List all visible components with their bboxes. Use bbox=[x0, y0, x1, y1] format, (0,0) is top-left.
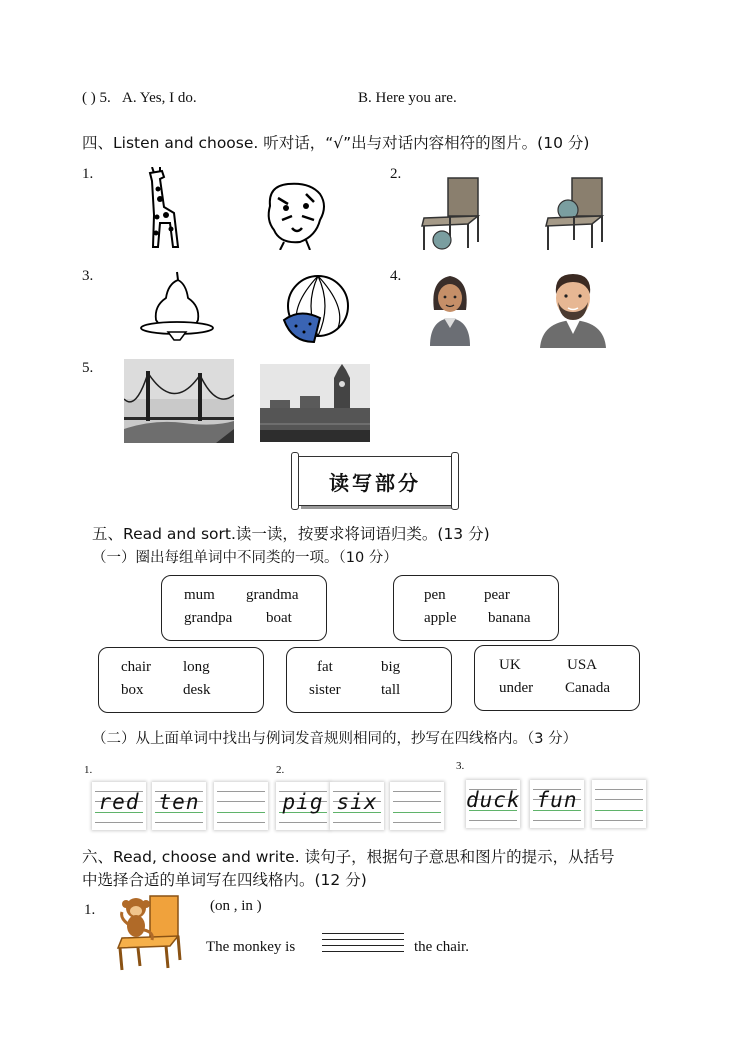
s6-q1-after: the chair. bbox=[414, 939, 469, 955]
reading-writing-banner: 读写部分 bbox=[298, 456, 452, 506]
example-word: fun bbox=[536, 788, 578, 812]
tiger-picture[interactable] bbox=[262, 176, 332, 250]
writing-cell-example bbox=[152, 782, 206, 830]
word[interactable]: grandpa bbox=[184, 610, 233, 626]
writing-cell-answer[interactable] bbox=[592, 780, 646, 828]
golden-gate-bridge-picture[interactable] bbox=[124, 359, 234, 443]
word[interactable]: under bbox=[499, 680, 534, 696]
section-6-title-line2: 中选择合适的单词写在四线格内。(12 分) bbox=[82, 871, 367, 889]
example-word: red bbox=[98, 790, 140, 814]
word[interactable]: box bbox=[121, 682, 144, 698]
woman-picture[interactable] bbox=[426, 270, 474, 346]
chair-with-ball-on-picture[interactable] bbox=[544, 176, 608, 250]
section-5-title: 五、Read and sort.读一读，按要求将词语归类。(13 分) bbox=[92, 525, 490, 543]
word-group-3 bbox=[98, 647, 264, 713]
writing-cell-example bbox=[466, 780, 520, 828]
watermelon-picture[interactable] bbox=[280, 272, 352, 344]
word[interactable]: Canada bbox=[565, 680, 610, 696]
q5-number: ( ) 5. bbox=[82, 90, 111, 106]
word[interactable]: desk bbox=[183, 682, 211, 698]
word[interactable]: big bbox=[381, 659, 401, 675]
monkey-on-chair-picture[interactable] bbox=[108, 888, 184, 972]
word[interactable]: fat bbox=[317, 659, 333, 675]
item-3-number: 3. bbox=[82, 268, 94, 284]
example-word: ten bbox=[158, 790, 200, 814]
section-4-title: 四、Listen and choose. 听对话，“√”出与对话内容相符的图片。(10 分) bbox=[82, 134, 590, 152]
question-5-row bbox=[82, 90, 457, 107]
writing-cell-example bbox=[276, 782, 330, 830]
item-2-number: 2. bbox=[390, 166, 402, 182]
word[interactable]: mum bbox=[184, 587, 215, 603]
pear-picture[interactable] bbox=[138, 270, 216, 342]
word[interactable]: pen bbox=[424, 587, 446, 603]
word-group-2 bbox=[393, 575, 559, 641]
writing-cell-example bbox=[330, 782, 384, 830]
item-5-number: 5. bbox=[82, 360, 94, 376]
giraffe-picture[interactable] bbox=[140, 167, 186, 251]
word[interactable]: banana bbox=[488, 610, 531, 626]
big-ben-picture[interactable] bbox=[260, 364, 370, 442]
word[interactable]: sister bbox=[309, 682, 341, 698]
word-group-5 bbox=[474, 645, 640, 711]
s6-q1-options: (on , in ) bbox=[210, 898, 262, 914]
word[interactable]: grandma bbox=[246, 587, 299, 603]
word[interactable]: boat bbox=[266, 610, 292, 626]
writing-cell-answer[interactable] bbox=[214, 782, 268, 830]
word[interactable]: UK bbox=[499, 657, 521, 673]
s6-q1-answer-lines[interactable] bbox=[322, 933, 404, 959]
item-4-number: 4. bbox=[390, 268, 402, 284]
writing-group-2-number: 2. bbox=[276, 764, 285, 776]
example-word: six bbox=[336, 790, 378, 814]
section-6-title-line1: 六、Read, choose and write. 读句子，根据句子意思和图片的提示，从括号 bbox=[82, 848, 615, 866]
word-group-4 bbox=[286, 647, 452, 713]
chair-with-ball-under-picture[interactable] bbox=[420, 176, 484, 250]
word[interactable]: long bbox=[183, 659, 210, 675]
example-word: pig bbox=[282, 790, 324, 814]
writing-group-1-number: 1. bbox=[84, 764, 93, 776]
example-word: duck bbox=[466, 788, 521, 812]
writing-group-3-number: 3. bbox=[456, 760, 465, 772]
section-5-part1-title: （一）圈出每组单词中不同类的一项。（10 分） bbox=[92, 550, 398, 566]
word-group-1 bbox=[161, 575, 327, 641]
word[interactable]: tall bbox=[381, 682, 401, 698]
man-picture[interactable] bbox=[538, 268, 608, 348]
s6-q1-number: 1. bbox=[84, 902, 96, 918]
s6-q1-before: The monkey is bbox=[206, 939, 296, 955]
item-1-number: 1. bbox=[82, 166, 94, 182]
section-5-part2-title: （二）从上面单词中找出与例词发音规则相同的，抄写在四线格内。（3 分） bbox=[92, 731, 578, 747]
word[interactable]: apple bbox=[424, 610, 457, 626]
q5-option-b: B. Here you are. bbox=[358, 90, 457, 106]
word[interactable]: USA bbox=[567, 657, 598, 673]
word[interactable]: chair bbox=[121, 659, 151, 675]
writing-cell-example bbox=[530, 780, 584, 828]
writing-cell-example bbox=[92, 782, 146, 830]
word[interactable]: pear bbox=[484, 587, 510, 603]
q5-option-a: A. Yes, I do. bbox=[122, 90, 197, 106]
writing-cell-answer[interactable] bbox=[390, 782, 444, 830]
